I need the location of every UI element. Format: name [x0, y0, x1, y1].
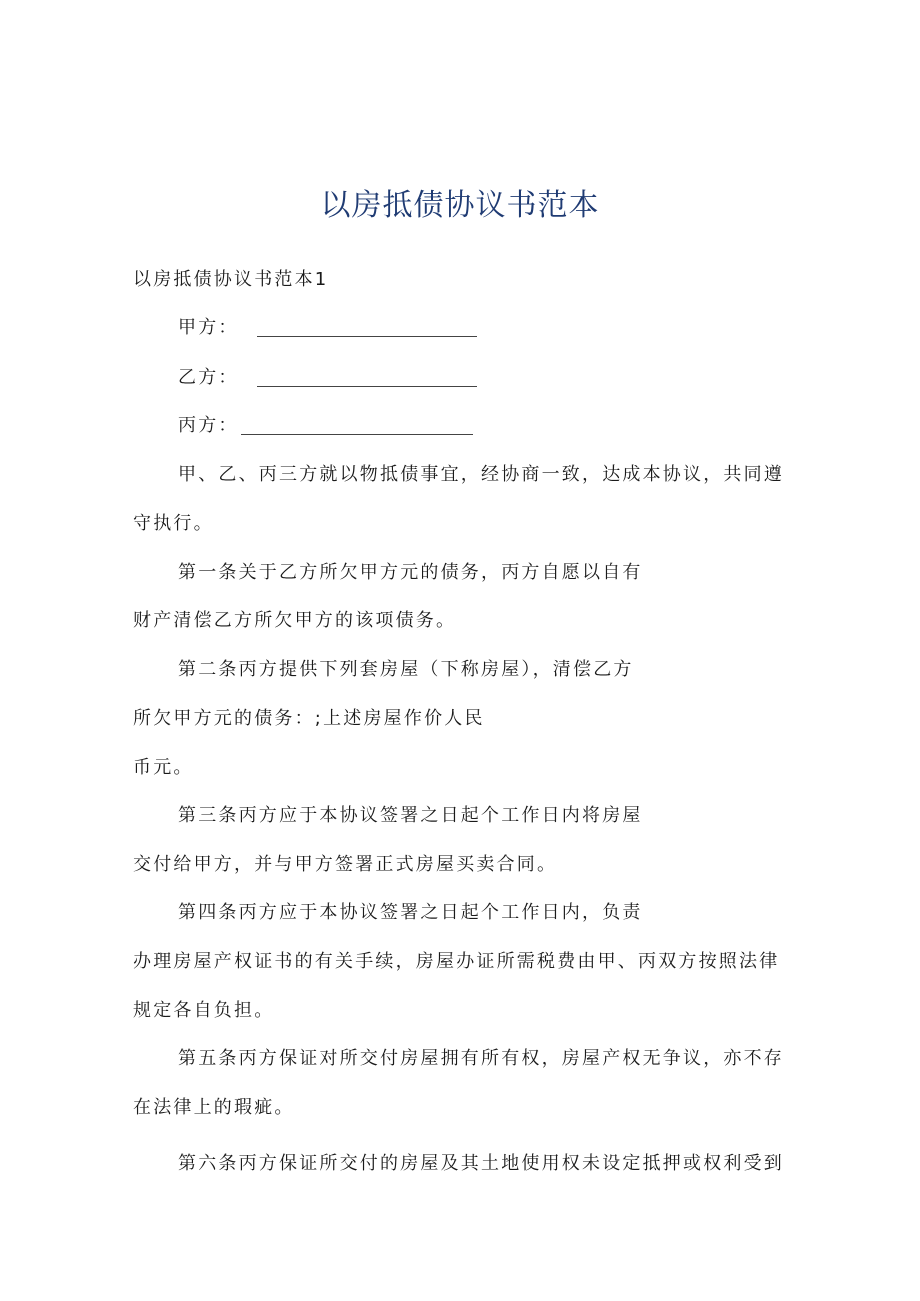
- paragraph-line: 交付给甲方，并与甲方签署正式房屋买卖合同。: [133, 854, 558, 875]
- paragraph-line: 所欠甲方元的债务：;上述房屋作价人民: [133, 708, 485, 729]
- party-jia-label: 甲方：: [178, 317, 239, 338]
- party-bing-row: [178, 414, 473, 438]
- paragraph-line: 第五条丙方保证对所交付房屋拥有所有权，房屋产权无争议，亦不存: [178, 1048, 784, 1069]
- paragraph-line: 币元。: [133, 757, 194, 778]
- paragraph-line: 财产清偿乙方所欠甲方的该项债务。: [133, 610, 457, 631]
- party-yi-blank: [257, 368, 477, 387]
- paragraph-line: 办理房屋产权证书的有关手续，房屋办证所需税费由甲、丙双方按照法律: [133, 951, 780, 972]
- paragraph-line: 守执行。: [133, 513, 214, 534]
- party-jia-blank: [257, 318, 477, 337]
- document-title: 以房抵债协议书范本: [320, 188, 600, 224]
- paragraph-line: 第四条丙方应于本协议签署之日起个工作日内，负责: [178, 902, 643, 923]
- paragraph-line: 第六条丙方保证所交付的房屋及其土地使用权未设定抵押或权利受到: [178, 1153, 784, 1174]
- party-bing-blank: [241, 416, 473, 435]
- paragraph-line: 规定各自负担。: [133, 1000, 275, 1021]
- paragraph-line: 甲、乙、丙三方就以物抵债事宜，经协商一致，达成本协议，共同遵: [178, 464, 784, 485]
- subtitle: 以房抵债协议书范本1: [133, 269, 329, 290]
- paragraph-line: 在法律上的瑕疵。: [133, 1097, 295, 1118]
- party-jia-row: [178, 316, 477, 340]
- paragraph-line: 第一条关于乙方所欠甲方元的债务，丙方自愿以自有: [178, 562, 643, 583]
- paragraph-line: 第三条丙方应于本协议签署之日起个工作日内将房屋: [178, 805, 643, 826]
- party-yi-row: [178, 366, 477, 390]
- party-yi-label: 乙方：: [178, 367, 239, 388]
- party-bing-label: 丙方：: [178, 415, 239, 436]
- paragraph-line: 第二条丙方提供下列套房屋（下称房屋），清偿乙方: [178, 659, 634, 680]
